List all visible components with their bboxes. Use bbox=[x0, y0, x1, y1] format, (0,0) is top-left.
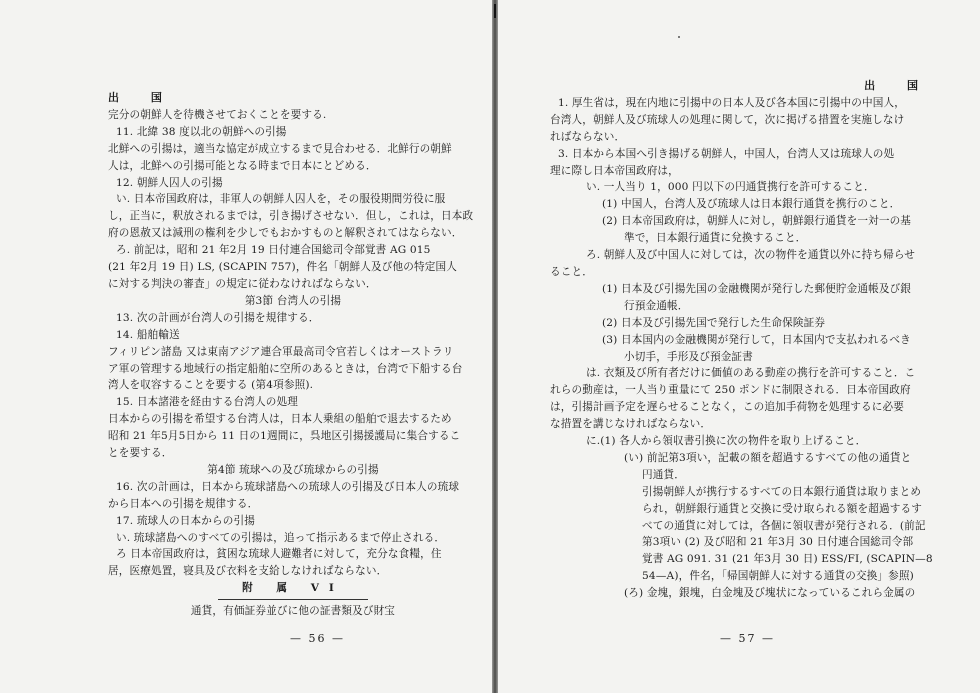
text-line: 14. 船舶輸送 bbox=[116, 328, 180, 341]
text-line: 準で，日本銀行通貨に兌換すること． bbox=[624, 232, 807, 245]
text-line: 12. 朝鮮人囚人の引揚 bbox=[116, 176, 223, 189]
text-line: 第3節 台湾人の引揚 bbox=[244, 294, 342, 307]
text-line: (ろ) 金塊，銀塊，白金塊及び塊状になっているこれら金属の bbox=[624, 587, 916, 600]
text-line: 11. 北緯 38 度以北の朝鮮への引揚 bbox=[116, 125, 287, 138]
right-page-body bbox=[550, 95, 940, 602]
text-line: 府の恩赦又は減刑の権利を少しでもおかすものと解釈されてはならない． bbox=[108, 227, 463, 240]
text-line: ろ 日本帝国政府は，貧困な琉球人避難者に対して，充分な食糧，住 bbox=[116, 548, 442, 561]
text-line: 15. 日本諸港を経由する台湾人の処理 bbox=[116, 396, 298, 409]
text-line: 第3項い (2) 及び昭和 21 年3月 30 日付連合国総司令部 bbox=[642, 536, 914, 549]
left-page-number: — 56 — bbox=[290, 632, 345, 645]
text-line: 円通貨． bbox=[642, 468, 685, 481]
text-line: ればならない． bbox=[550, 130, 626, 143]
text-line: られ，朝鮮銀行通貨と交換に受け取られる額を超過するす bbox=[642, 502, 922, 515]
left-page-body bbox=[108, 107, 478, 580]
gutter-mark bbox=[494, 4, 496, 18]
annex-subtitle: 通貨，有価証券並びに他の証書類及び財宝 bbox=[190, 605, 396, 618]
text-line: べての通貨に対しては，各個に領収書が発行される．(前記 bbox=[642, 519, 926, 532]
text-line: 居，医療処置，寝具及び衣料を支給しなければならない． bbox=[108, 565, 388, 578]
text-line: 完分の朝鮮人を待機させておくことを要する. bbox=[108, 108, 327, 121]
annex-rule bbox=[218, 599, 368, 600]
text-line: 行預金通帳． bbox=[624, 299, 689, 312]
annex-title: 附 属 VI bbox=[242, 582, 344, 595]
text-line: ること． bbox=[550, 265, 593, 278]
scan-speck bbox=[678, 36, 680, 38]
text-line: 16. 次の計画は，日本から琉球諸島への琉球人の引揚及び日本人の琉球 bbox=[116, 480, 460, 493]
text-line: 3. 日本から本国へ引き揚げる朝鮮人，中国人，台湾人又は琉球人の処 bbox=[558, 147, 895, 160]
text-line: (1) 日本及び引揚先国の金融機関が発行した郵便貯金通帳及び銀 bbox=[602, 282, 912, 295]
text-line: な措置を講じなければならない． bbox=[550, 418, 712, 431]
text-line: に対する判決の審査」の規定に従わなければならない． bbox=[108, 277, 377, 290]
text-line: は，引揚計画予定を遅らせることなく，この追加手荷物を処理するに必要 bbox=[550, 401, 905, 414]
text-line: 台湾人，朝鮮人及び琉球人の処理に関して，次に掲げる措置を実施しなけ bbox=[550, 113, 905, 126]
text-line: ア軍の管理する地域行の指定船舶に空所のあるときは，台湾で下船する台 bbox=[108, 362, 463, 375]
text-line: 1. 厚生省は，現在内地に引揚中の日本人及び各本国に引揚中の中国人， bbox=[558, 96, 905, 109]
text-line: とを要する． bbox=[108, 447, 173, 460]
text-line: (い) 前記第3項い，記載の額を超過するすべての他の通貨と bbox=[624, 451, 912, 464]
text-line: い. 琉球諸島へのすべての引揚は，追って指示あるまで停止される． bbox=[116, 531, 446, 544]
text-line: 第4節 琉球への及び琉球からの引揚 bbox=[207, 463, 379, 476]
text-line: から日本への引揚を規律する． bbox=[108, 497, 259, 510]
text-line: フィリピン諸島 又は東南アジア連合軍最高司令官若しくはオーストラリ bbox=[108, 345, 454, 358]
text-line: 覚書 AG 091. 31 (21 年3月 30 日) ESS/FI, (SCAPIN—8 bbox=[642, 553, 933, 566]
right-page bbox=[498, 0, 980, 693]
left-page-header: 出 国 bbox=[108, 91, 176, 104]
text-line: 昭和 21 年5月5日から 11 日の1週間に，呉地区引揚援護局に集合するこ bbox=[108, 430, 461, 443]
text-line: 日本からの引揚を希望する台湾人は，日本人乗組の船舶で退去するため bbox=[108, 413, 452, 426]
text-line: 湾人を収容することを要する (第4項参照). bbox=[108, 379, 314, 392]
text-line: い. 一人当り 1，000 円以下の円通貨携行を許可すること． bbox=[586, 181, 875, 194]
text-line: (2) 日本及び引揚先国で発行した生命保険証券 bbox=[602, 316, 826, 329]
text-line: い. 日本帝国政府は，非軍人の朝鮮人囚人を，その服役期間労役に服 bbox=[116, 193, 446, 206]
right-page-number: — 57 — bbox=[720, 632, 775, 645]
text-line: 小切手，手形及び預金証書 bbox=[624, 350, 753, 363]
text-line: 人は，北鮮への引揚可能となる時まで日本にとどめる． bbox=[108, 159, 377, 172]
text-line: は. 衣類及び所有者だけに価値のある動産の携行を許可すること．こ bbox=[586, 367, 916, 380]
text-line: 13. 次の計画が台湾人の引揚を規律する． bbox=[116, 311, 320, 324]
text-line: (3) 日本国内の金融機関が発行して，日本国内で支払われるべき bbox=[602, 333, 911, 346]
text-line: 北鮮への引揚は，適当な協定が成立するまで見合わせる．北鮮行の朝鮮 bbox=[108, 142, 452, 155]
text-line: ろ. 前記は，昭和 21 年2月 19 日付連合国総司令部覚書 AG 015 bbox=[116, 244, 431, 257]
text-line: し，正当に，釈放されるまでは，引き揚げさせない．但し，これは，日本政 bbox=[108, 210, 474, 223]
text-line: (1) 中国人，台湾人及び琉球人は日本銀行通貨を携行のこと． bbox=[602, 198, 901, 211]
text-line: れらの動産は，一人当り重量にて 250 ポンドに制限される．日本帝国政府 bbox=[550, 384, 911, 397]
text-line: 54—A)，件名，「帰国朝鮮人に対する通貨の交換」参照) bbox=[642, 570, 914, 583]
text-line: 引揚朝鮮人が携行するすべての日本銀行通貨は取りまとめ bbox=[642, 485, 922, 498]
text-line: (21 年2月 19 日) LS, (SCAPIN 757)，件名「朝鮮人及び他の特定国人 bbox=[108, 261, 457, 274]
text-line: 理に際し日本帝国政府は， bbox=[550, 164, 679, 177]
text-line: (2) 日本帝国政府は，朝鮮人に対し，朝鮮銀行通貨を一対一の基 bbox=[602, 215, 912, 228]
text-line: ろ. 朝鮮人及び中国人に対しては，次の物件を通貨以外に持ち帰らせ bbox=[586, 249, 916, 262]
text-line: 17. 琉球人の日本からの引揚 bbox=[116, 514, 255, 527]
text-line: に.(1) 各人から領収書引換に次の物件を取り上げること． bbox=[586, 435, 867, 448]
right-page-header: 出 国 bbox=[864, 79, 932, 92]
